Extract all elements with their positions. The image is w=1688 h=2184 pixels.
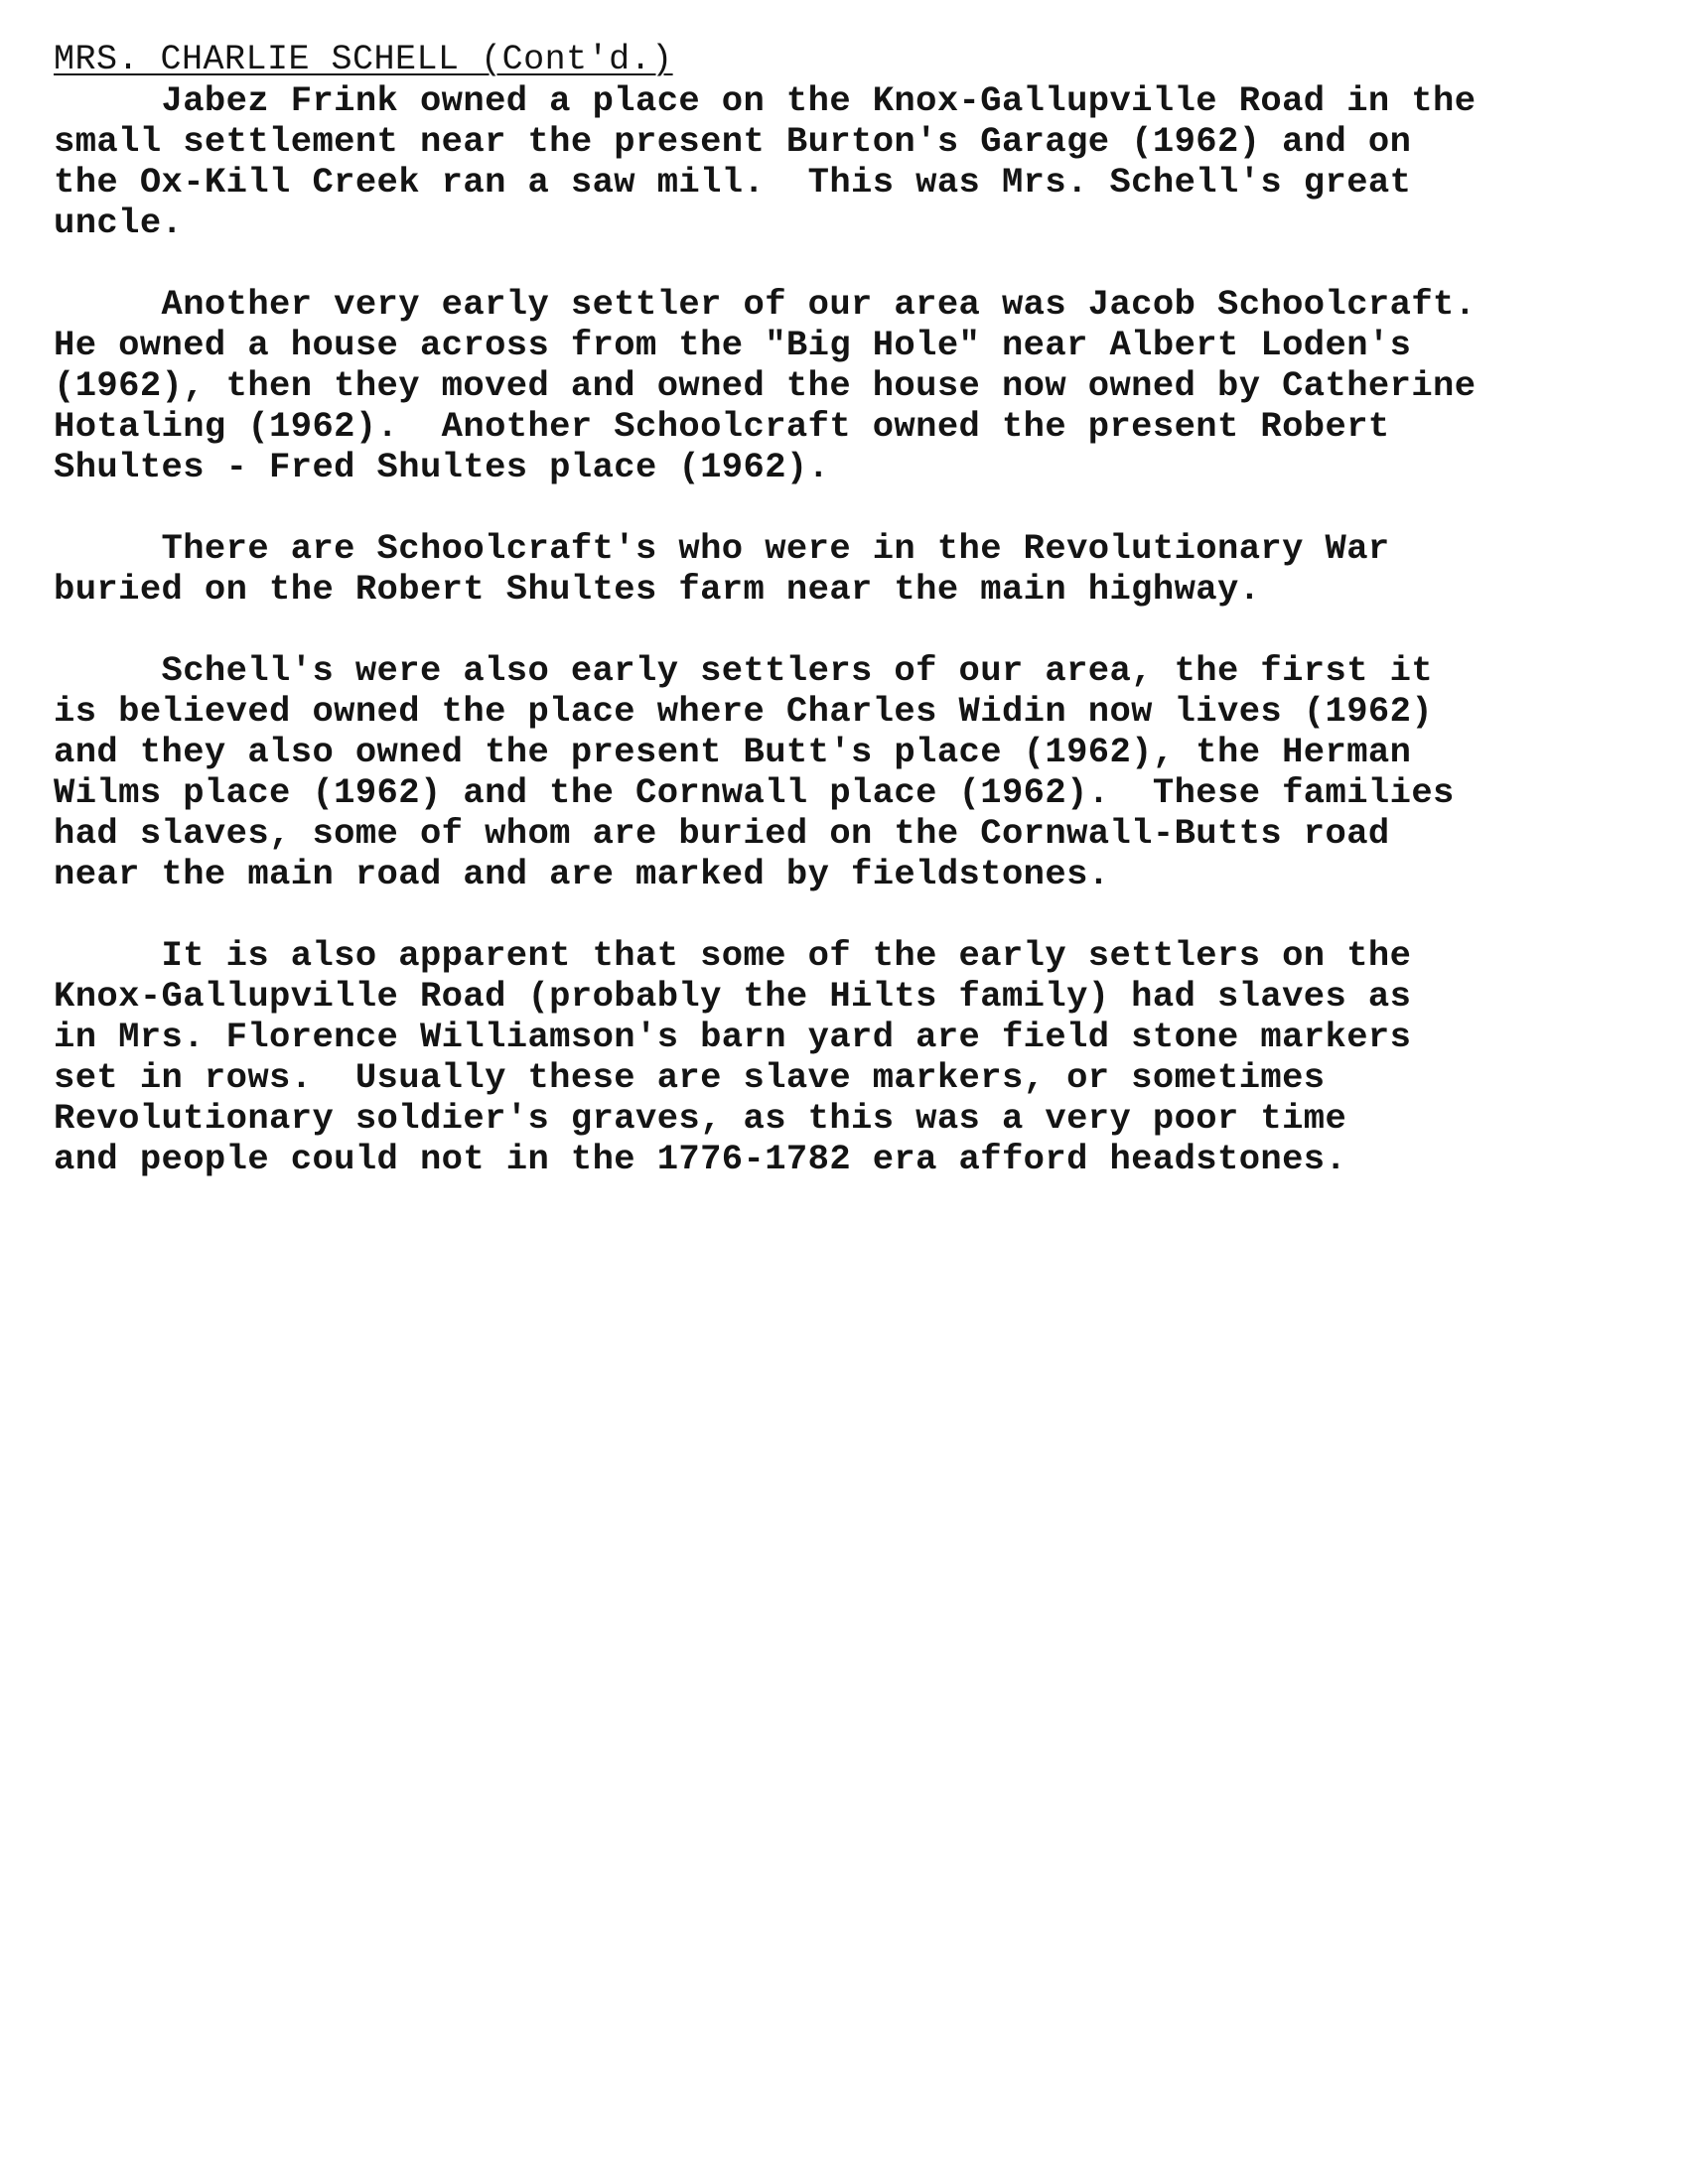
text-line: and people could not in the 1776-1782 era afford headstones. [54,1139,1347,1179]
text-line: (1962), then they moved and owned the house now owned by Catherine [54,365,1477,406]
text-line: Shultes - Fred Shultes place (1962). [54,447,830,487]
text-line: had slaves, some of whom are buried on the Cornwall-Butts road [54,813,1390,854]
text-line: Another very early settler of our area was Jacob Schoolcraft. [54,284,1477,325]
text-line: Knox-Gallupville Road (probably the Hilts family) had slaves as [54,976,1412,1017]
text-line: small settlement near the present Burton's Garage (1962) and on [54,121,1412,162]
text-line: Wilms place (1962) and the Cornwall place (1962). These families [54,772,1455,813]
text-line: near the main road and are marked by fieldstones. [54,854,1110,894]
paragraph-schell-settlers [54,650,1662,894]
paragraph-slave-markers [54,935,1662,1179]
text-line: is believed owned the place where Charles Widin now lives (1962) [54,691,1434,732]
text-line: set in rows. Usually these are slave markers, or sometimes [54,1057,1326,1098]
text-line: the Ox-Kill Creek ran a saw mill. This was Mrs. Schell's great [54,162,1412,203]
text-line: There are Schoolcraft's who were in the Revolutionary War [54,528,1390,569]
text-line: and they also owned the present Butt's place (1962), the Herman [54,732,1412,772]
text-line: uncle. [54,203,184,243]
page-heading: MRS. CHARLIE SCHELL (Cont'd.) [54,40,673,79]
text-line: It is also apparent that some of the early settlers on the [54,935,1412,976]
text-line: He owned a house across from the "Big Hole" near Albert Loden's [54,325,1412,365]
text-line: in Mrs. Florence Williamson's barn yard are field stone markers [54,1017,1412,1057]
text-line: Revolutionary soldier's graves, as this was a very poor time [54,1098,1347,1139]
text-line: Hotaling (1962). Another Schoolcraft owned the present Robert [54,406,1390,447]
text-line: buried on the Robert Shultes farm near the main highway. [54,569,1261,610]
text-line: Schell's were also early settlers of our area, the first it [54,650,1434,691]
text-line: Jabez Frink owned a place on the Knox-Gallupville Road in the [54,80,1477,121]
paragraph-jacob-schoolcraft [54,284,1662,487]
paragraph-jabez-frink [54,80,1662,243]
paragraph-revolutionary-war [54,528,1662,610]
